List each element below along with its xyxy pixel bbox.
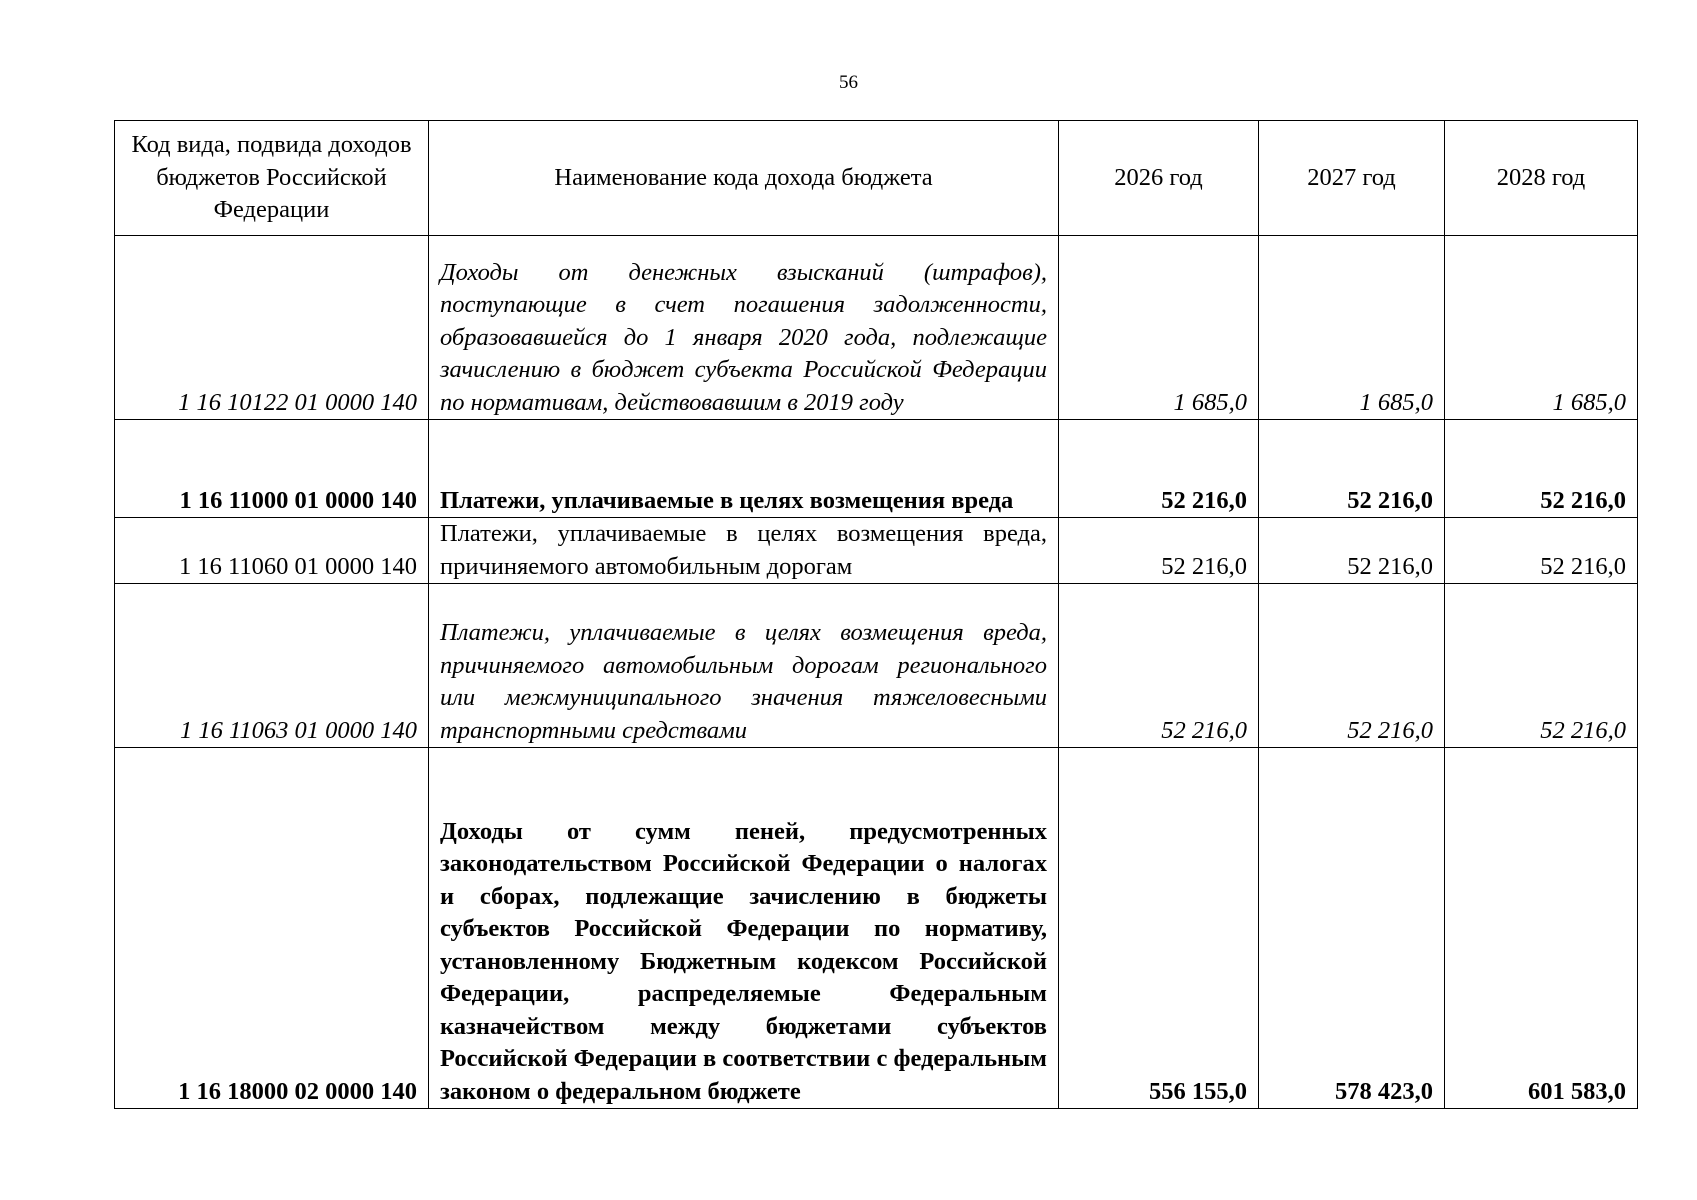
amount-2028: 1 685,0 [1445, 236, 1638, 420]
amount-2027: 52 216,0 [1259, 518, 1445, 584]
table-body [115, 236, 1638, 1109]
table-row [115, 584, 1638, 748]
amount-2026: 52 216,0 [1059, 584, 1259, 748]
revenue-name: Платежи, уплачиваемые в целях возмещения вреда, причиняемого автомобильным дорогам регионального или межмуниципального значения тяжеловесными транспортными средствами [429, 584, 1059, 748]
amount-2026: 52 216,0 [1059, 518, 1259, 584]
amount-2026: 1 685,0 [1059, 236, 1259, 420]
table-header [115, 121, 1638, 236]
amount-2028: 601 583,0 [1445, 748, 1638, 1109]
amount-2027: 1 685,0 [1259, 236, 1445, 420]
amount-2028: 52 216,0 [1445, 420, 1638, 518]
table-row [115, 236, 1638, 420]
header-name: Наименование кода дохода бюджета [429, 121, 1059, 236]
revenue-code: 1 16 11060 01 0000 140 [115, 518, 429, 584]
revenue-code: 1 16 11000 01 0000 140 [115, 420, 429, 518]
amount-2027: 52 216,0 [1259, 584, 1445, 748]
revenue-table [114, 120, 1638, 1109]
revenue-name: Доходы от сумм пеней, предусмотренных законодательством Российской Федерации о налогах и сборах, подлежащие зачислению в бюджеты субъектов Российской Федерации по нормативу, установленному Бюджетным кодексом Российской Федерации, распределяемые Федеральным казначейством между бюджетами субъектов Российской Федерации в соответствии с федеральным законом о федеральном бюджете [429, 748, 1059, 1109]
revenue-code: 1 16 11063 01 0000 140 [115, 584, 429, 748]
header-2027: 2027 год [1259, 121, 1445, 236]
page-number: 56 [839, 72, 858, 93]
amount-2026: 52 216,0 [1059, 420, 1259, 518]
header-row [115, 121, 1638, 236]
revenue-code: 1 16 18000 02 0000 140 [115, 748, 429, 1109]
amount-2028: 52 216,0 [1445, 518, 1638, 584]
revenue-name: Платежи, уплачиваемые в целях возмещения вреда, причиняемого автомобильным дорогам [429, 518, 1059, 584]
amount-2026: 556 155,0 [1059, 748, 1259, 1109]
header-2026: 2026 год [1059, 121, 1259, 236]
amount-2027: 52 216,0 [1259, 420, 1445, 518]
table-row [115, 518, 1638, 584]
table-row [115, 420, 1638, 518]
revenue-name: Доходы от денежных взысканий (штрафов), поступающие в счет погашения задолженности, образовавшейся до 1 января 2020 года, подлежащие зачислению в бюджет субъекта Российской Федерации по нормативам, действовавшим в 2019 году [429, 236, 1059, 420]
revenue-name: Платежи, уплачиваемые в целях возмещения вреда [429, 420, 1059, 518]
header-code: Код вида, подвида доходов бюджетов Российской Федерации [115, 121, 429, 236]
amount-2027: 578 423,0 [1259, 748, 1445, 1109]
header-2028: 2028 год [1445, 121, 1638, 236]
amount-2028: 52 216,0 [1445, 584, 1638, 748]
revenue-code: 1 16 10122 01 0000 140 [115, 236, 429, 420]
table-row [115, 748, 1638, 1109]
